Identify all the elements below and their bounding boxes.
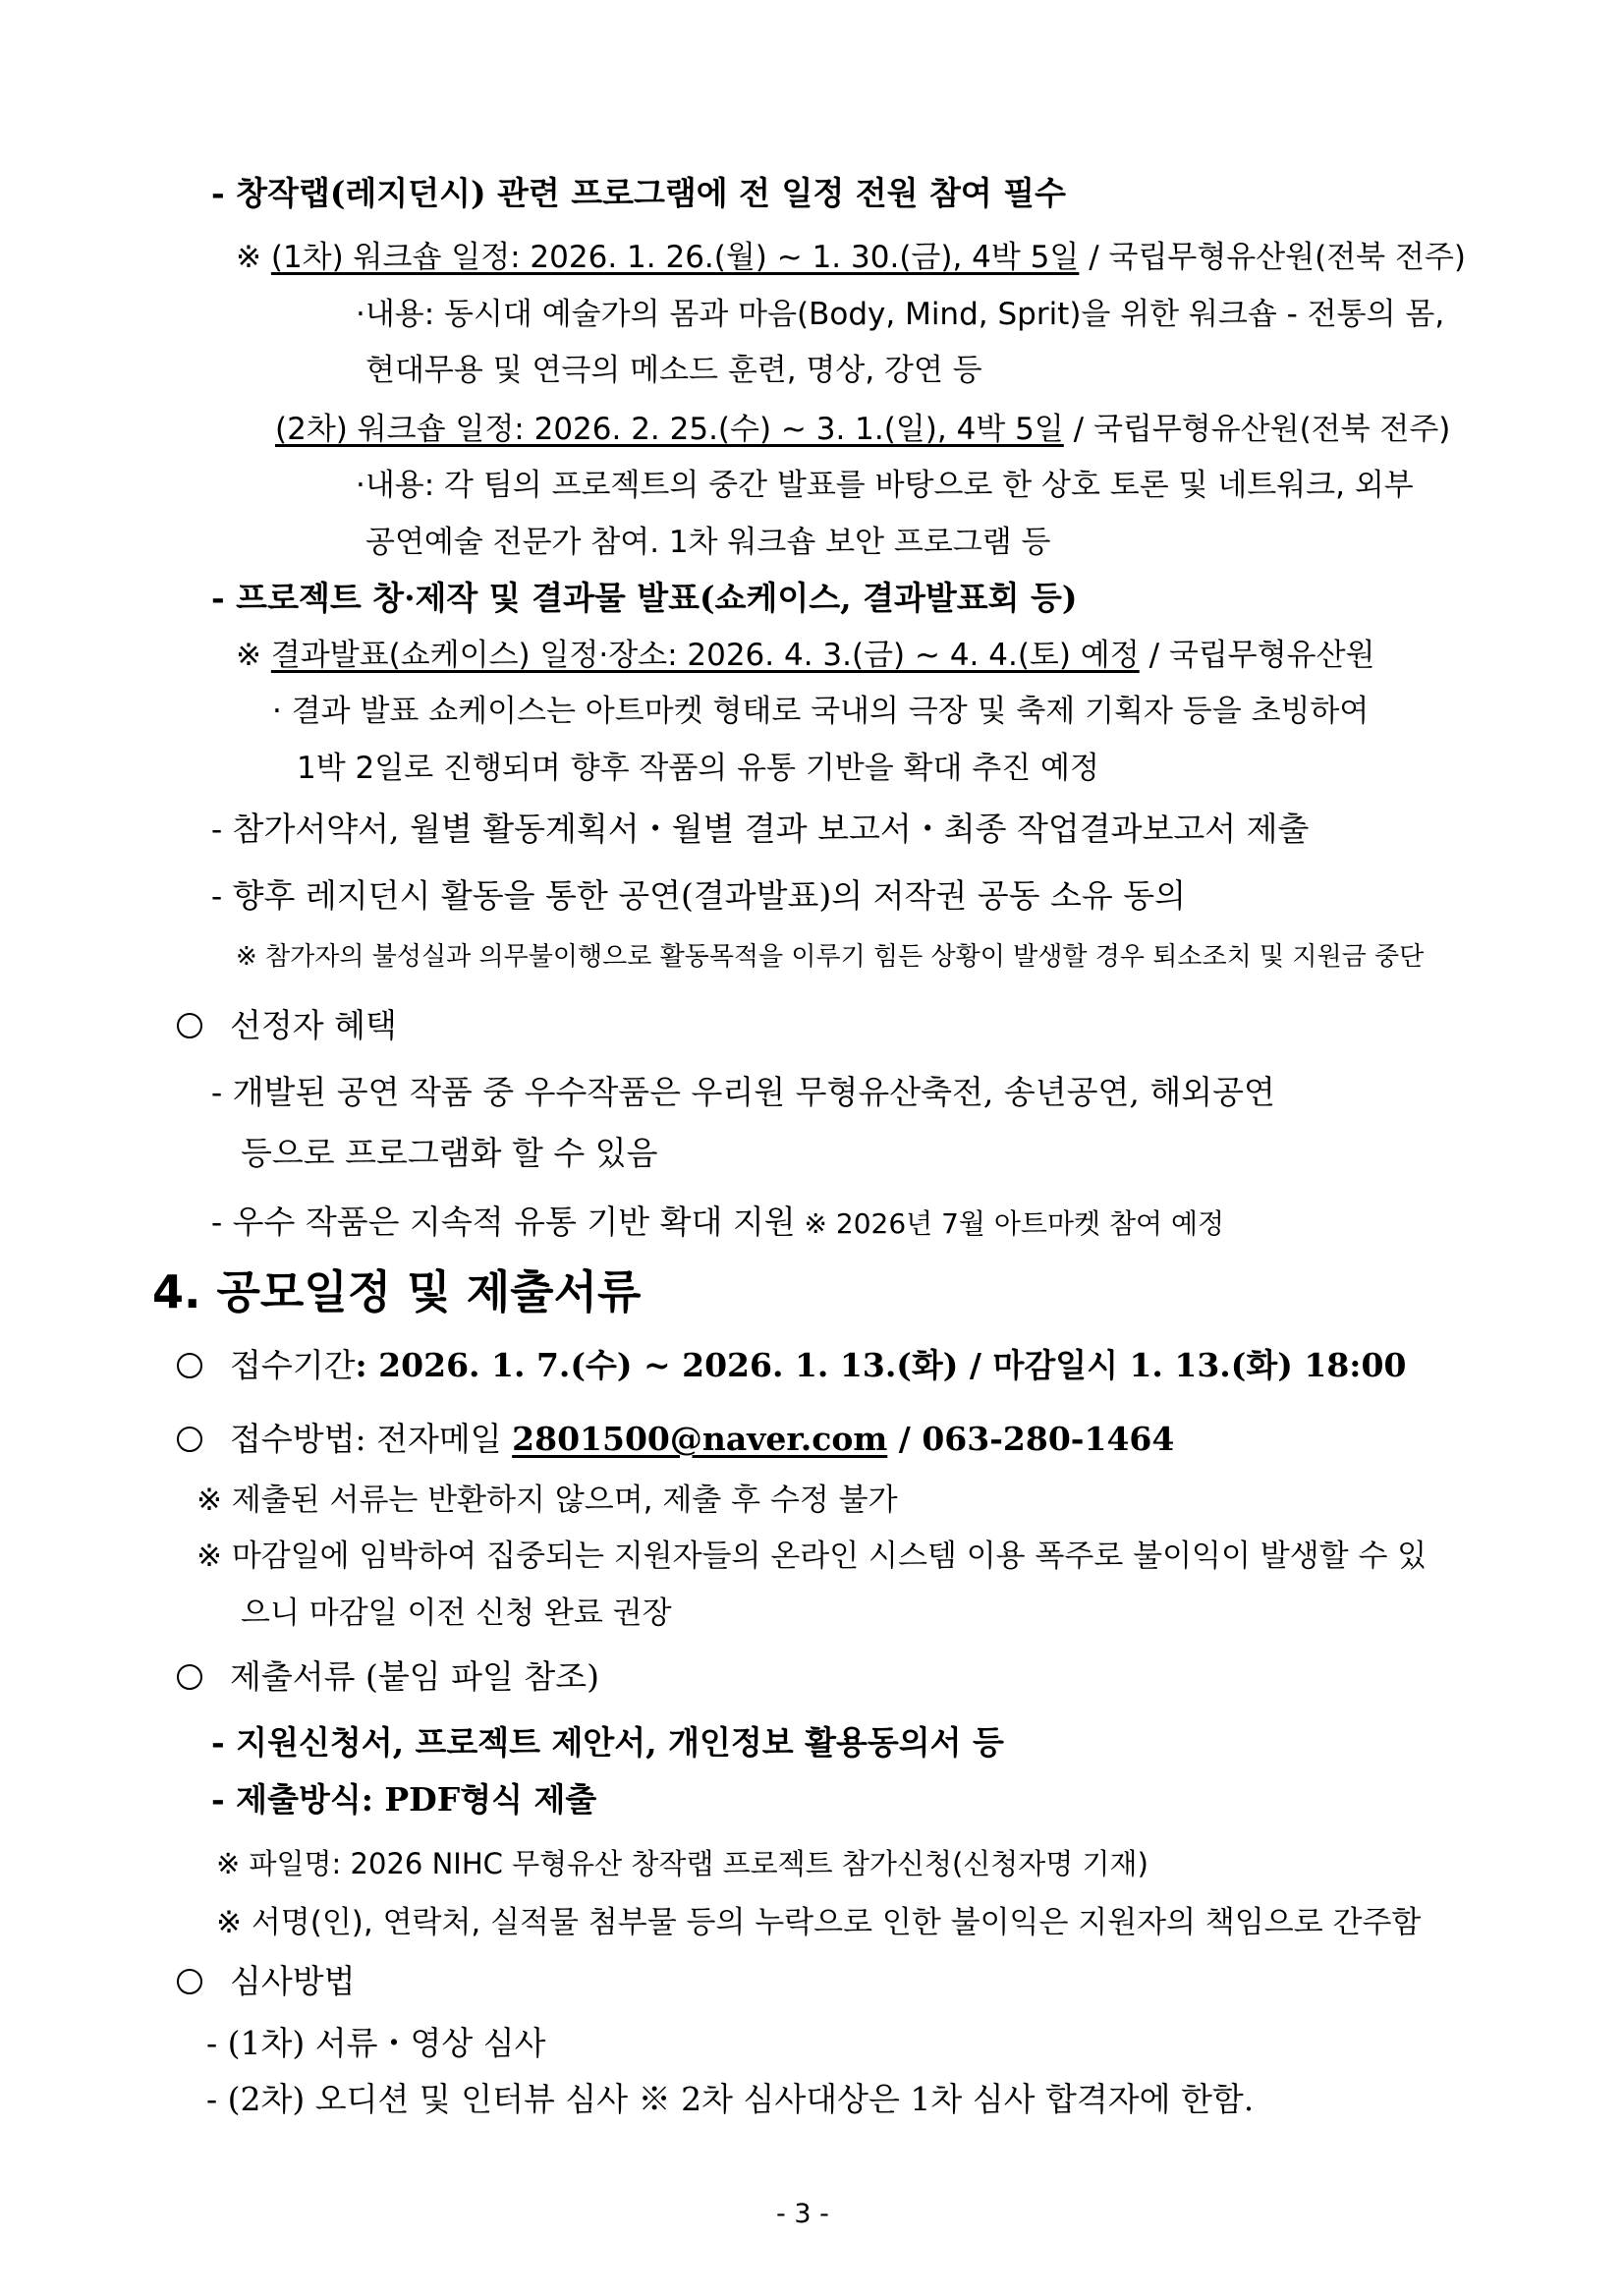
bullet-excellent-works: - 개발된 공연 작품 중 우수작품은 우리원 무형유산축전, 송년공연, 해외공연	[211, 1073, 1275, 1111]
item-reception-method	[177, 1418, 1174, 1461]
note-omission: ※ 서명(인), 연락처, 실적물 첨부물 등의 누락으로 인한 불이익은 지원자의 책임으로 간주함	[216, 1905, 1422, 1940]
workshop-1-venue: / 국립무형유산원(전북 전주)	[1079, 240, 1466, 275]
bullet-review-round-1: - (1차) 서류・영상 심사	[206, 2024, 546, 2062]
item-submission-docs	[177, 1655, 599, 1699]
note-showcase	[236, 634, 1375, 677]
page-number: - 3 -	[776, 2199, 829, 2229]
workshop-1-content-cont: 현대무용 및 연극의 메소드 훈련, 명상, 강연 등	[365, 353, 982, 388]
circle-bullet-icon	[177, 1353, 202, 1378]
note-workshop-2	[275, 408, 1450, 451]
showcase-schedule: 결과발표(쇼케이스) 일정·장소: 2026. 4. 3.(금) ~ 4. 4.(토) 예정	[270, 638, 1140, 673]
bullet-distribution	[211, 1201, 1224, 1246]
phone-number: / 063-280-1464	[887, 1420, 1175, 1458]
distribution-text: - 우수 작품은 지속적 유통 기반 확대 지원	[211, 1203, 796, 1241]
reception-method-value: : 전자메일	[355, 1420, 513, 1458]
item-review-method	[177, 1960, 356, 2003]
reception-period-value: : 2026. 1. 7.(수) ~ 2026. 1. 13.(화) / 마감일시 1. 13.(화) 18:00	[355, 1346, 1407, 1384]
workshop-2-venue: / 국립무형유산원(전북 전주)	[1063, 412, 1451, 447]
workshop-1-schedule: (1차) 워크숍 일정: 2026. 1. 26.(월) ~ 1. 30.(금), 4박 5일	[270, 240, 1080, 275]
bullet-submit-format: - 제출방식: PDF형식 제출	[211, 1780, 597, 1819]
bullet-excellent-works-cont: 등으로 프로그램화 할 수 있음	[241, 1134, 658, 1172]
submission-docs-title: 제출서류 (붙임 파일 참조)	[230, 1657, 599, 1696]
reference-mark: ※	[236, 240, 261, 275]
showcase-detail: · 결과 발표 쇼케이스는 아트마켓 형태로 국내의 극장 및 축제 기획자 등을 초빙하여	[272, 694, 1370, 729]
note-filename: ※ 파일명: 2026 NIHC 무형유산 창작랩 프로젝트 참가신청(신청자명 기재)	[216, 1847, 1148, 1880]
review-method-title: 심사방법	[230, 1962, 356, 2000]
note-deadline-warning-cont: 으니 마감일 이전 신청 완료 권장	[241, 1596, 672, 1631]
bullet-copyright: - 향후 레지던시 활동을 통한 공연(결과발표)의 저작권 공동 소유 동의	[211, 876, 1187, 915]
bullet-showcase: - 프로젝트 창·제작 및 결과물 발표(쇼케이스, 결과발표회 등)	[211, 579, 1078, 617]
workshop-1-content	[356, 293, 1481, 336]
bullet-residency-participation: - 창작랩(레지던시) 관련 프로그램에 전 일정 전원 참여 필수	[211, 174, 1067, 212]
note-workshop-1	[236, 236, 1466, 279]
workshop-1-content-text: ·내용: 동시대 예술가의 몸과 마음(Body, Mind, Sprit)을 위한 워크숍 - 전통의 몸,	[356, 297, 1445, 332]
note-deadline-warning: ※ 마감일에 임박하여 집중되는 지원자들의 온라인 시스템 이용 폭주로 불이익이 발생할 수 있	[196, 1539, 1428, 1574]
reception-method-label: 접수방법	[230, 1420, 356, 1458]
showcase-detail-cont: 1박 2일로 진행되며 향후 작품의 유통 기반을 확대 추진 예정	[297, 751, 1099, 786]
note-no-return: ※ 제출된 서류는 반환하지 않으며, 제출 후 수정 불가	[196, 1483, 898, 1518]
bullet-review-round-2: - (2차) 오디션 및 인터뷰 심사 ※ 2차 심사대상은 1차 심사 합격자에 한함.	[206, 2080, 1255, 2118]
workshop-2-schedule: (2차) 워크숍 일정: 2026. 2. 25.(수) ~ 3. 1.(일), 4박 5일	[275, 412, 1064, 447]
section-benefits	[177, 1004, 397, 1047]
circle-bullet-icon	[177, 1427, 202, 1452]
reference-mark: ※	[236, 638, 261, 673]
showcase-venue: / 국립무형유산원	[1139, 638, 1375, 673]
circle-bullet-icon	[177, 1664, 202, 1690]
bullet-documents-submit: - 참가서약서, 월별 활동계획서・월별 결과 보고서・최종 작업결과보고서 제출	[211, 810, 1310, 848]
section-heading: 4. 공모일정 및 제출서류	[152, 1265, 642, 1318]
section-benefits-title: 선정자 혜택	[230, 1006, 397, 1044]
note-dismissal: ※ 참가자의 불성실과 의무불이행으로 활동목적을 이루기 힘든 상황이 발생할 경우 퇴소조치 및 지원금 중단	[236, 942, 1425, 972]
bullet-required-docs: - 지원신청서, 프로젝트 제안서, 개인정보 활용동의서 등	[211, 1723, 1004, 1762]
item-reception-period	[177, 1344, 1406, 1387]
email-link[interactable]: 2801500@naver.com	[512, 1420, 888, 1458]
reception-period-label: 접수기간	[230, 1346, 356, 1384]
distribution-note: ※ 2026년 7월 아트마켓 참여 예정	[795, 1207, 1225, 1240]
circle-bullet-icon	[177, 1969, 202, 1994]
workshop-2-content: ·내용: 각 팀의 프로젝트의 중간 발표를 바탕으로 한 상호 토론 및 네트워크, 외부	[356, 468, 1414, 503]
circle-bullet-icon	[177, 1013, 202, 1038]
workshop-2-content-cont: 공연예술 전문가 참여. 1차 워크숍 보안 프로그램 등	[365, 525, 1051, 560]
